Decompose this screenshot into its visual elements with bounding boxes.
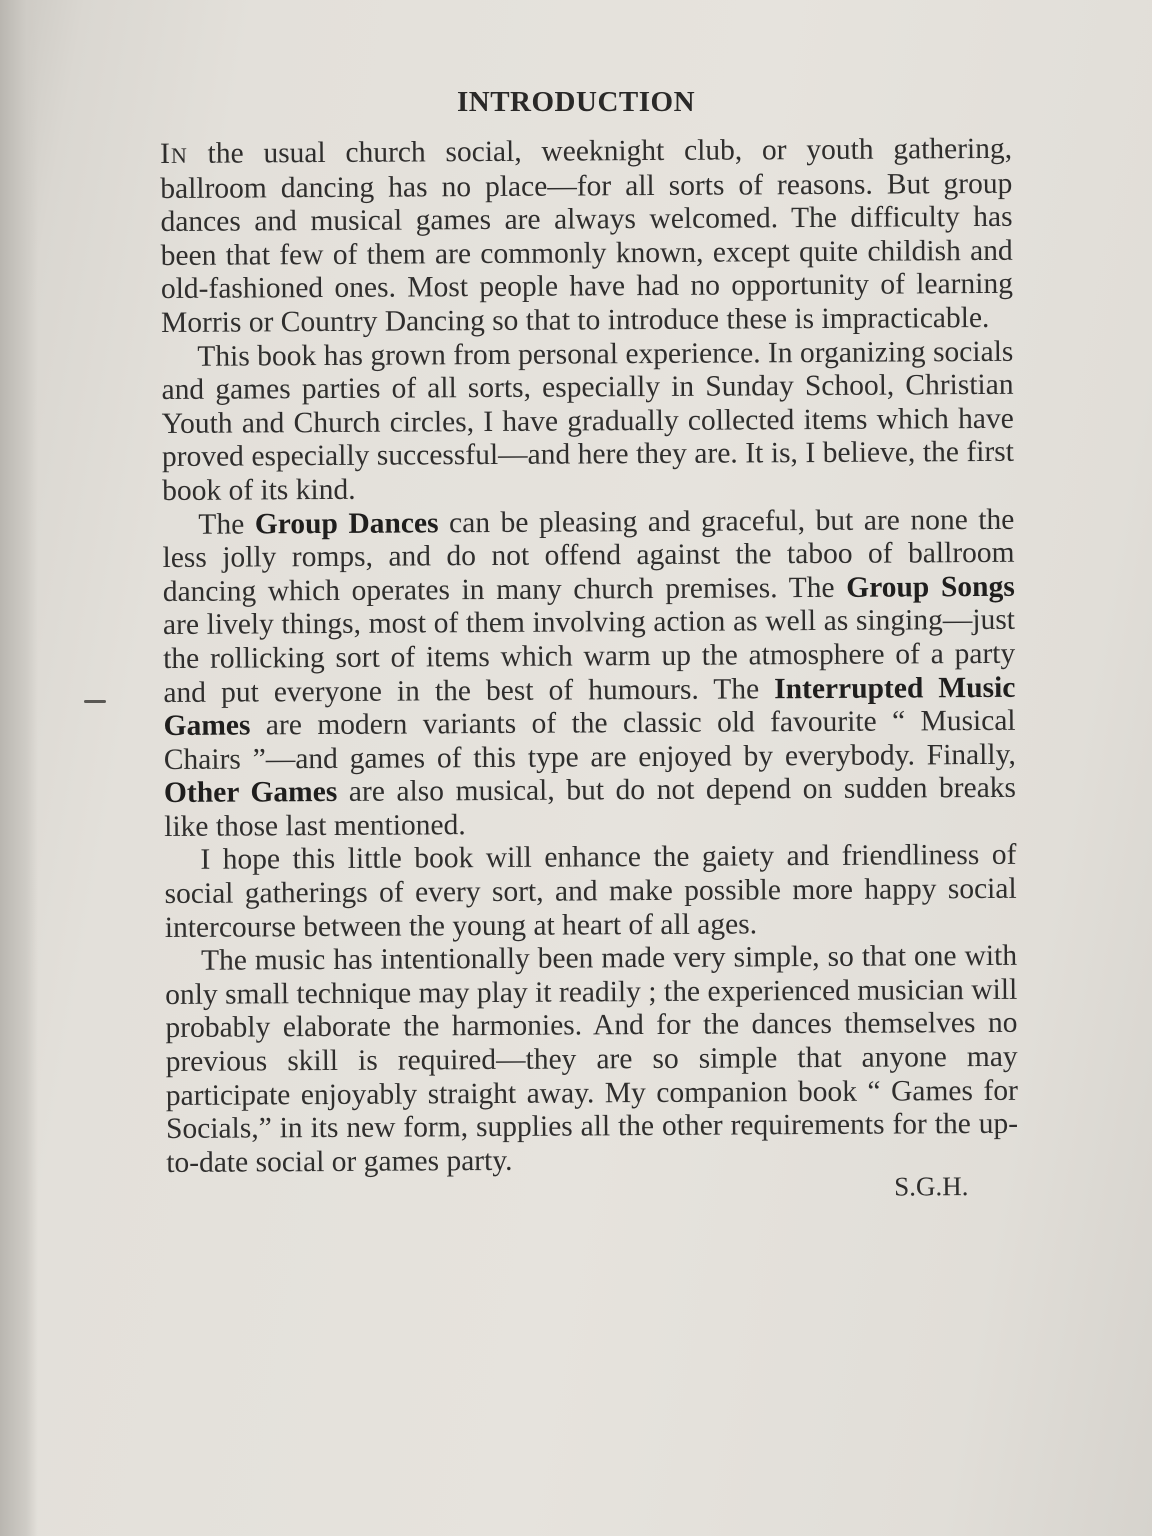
paragraph-1 bbox=[160, 133, 1013, 341]
paragraph-3-text-1: The bbox=[198, 507, 255, 541]
other-games-term: Other Games bbox=[163, 776, 338, 810]
group-songs-term: Group Songs bbox=[846, 570, 1015, 604]
margin-pencil-mark bbox=[84, 700, 106, 703]
paragraph-3-text-3: are lively things, most of them involving action as well as singing—just the rollicking sort of items which warm up the atmosphere of a party and put everyone in the best of humours. The bbox=[162, 604, 1016, 709]
spine-shadow bbox=[0, 0, 38, 1536]
paragraph-2: This book has grown from personal experience. In organizing socials and games parties of all sorts, especially in Sunday School, Christian Youth and Church circles, I have gradually collected items which have proved especially successful—and here they are. It is, I believe, the first book of its kind. bbox=[161, 335, 1015, 507]
paragraph-1-initial: I bbox=[160, 137, 172, 170]
paragraph-3-text-2: can be pleasing and graceful, but are none the less jolly romps, and do not offend against the taboo of ballroom dancing which operates in many church premises. The bbox=[162, 503, 1015, 608]
paragraph-3-text-4: are modern variants of the classic old favourite “ Musical Chairs ”—and games of this type are enjoyed by everybody. Finally, bbox=[163, 704, 1016, 776]
paragraph-1-text: the usual church social, weeknight club, or youth gathering, ballroom dancing has no place—for all sorts of reasons. But group dances and musical games are always welcomed. The difficulty has been that few of them are commonly known, except quite childish and old-fashioned ones. Most people have had no opportunity of learning Morris or Country Dancing so that to introduce these is impracticable. bbox=[160, 132, 1014, 339]
interrupted-music-games-term: Interrupted Music Games bbox=[163, 671, 1016, 743]
paragraph-4: I hope this little book will enhance the gaiety and friendliness of social gatherings of every sort, and make possible more happy social intercourse between the young at heart of all ages. bbox=[164, 839, 1017, 944]
paragraph-3-text-5: are also musical, but do not depend on sudden breaks like those last mentioned. bbox=[164, 772, 1017, 843]
paragraph-1-initial-rest: N bbox=[170, 142, 188, 168]
page-title: INTRODUCTION bbox=[456, 86, 696, 118]
author-signature: S.G.H. bbox=[894, 1171, 969, 1202]
introduction-body bbox=[160, 133, 1019, 1207]
group-dances-term: Group Dances bbox=[254, 506, 439, 540]
paragraph-5: The music has intentionally been made very simple, so that one with only small technique may play it readily ; the experienced musician will probably elaborate the harmonies. And for the dances themselves no previous skill is required—they are so simple that anyone may participate enjoyably straight away. My companion book “ Games for Socials,” in its new form, supplies all the other requirements for the up-to-date social or games party. bbox=[165, 940, 1019, 1179]
paragraph-3 bbox=[162, 503, 1016, 844]
